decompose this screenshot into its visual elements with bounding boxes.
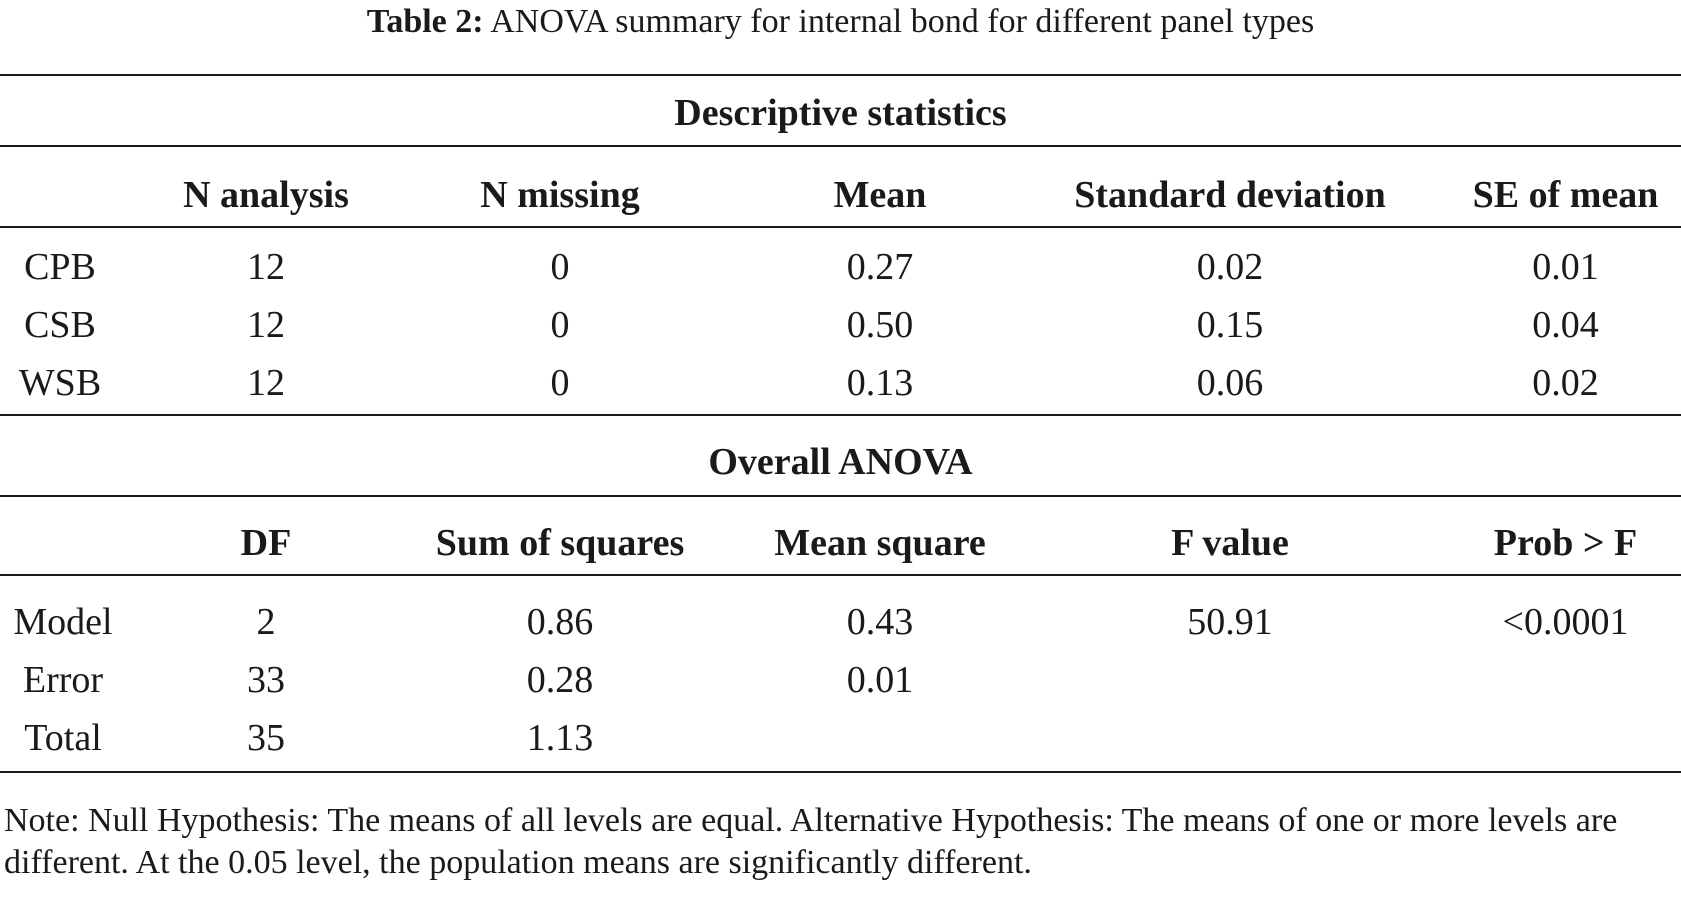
table-cell: 50.91 xyxy=(1187,601,1273,643)
row-label: Total xyxy=(24,717,102,759)
descriptive-header-rule xyxy=(0,226,1681,228)
anova-title-rule xyxy=(0,495,1681,497)
table-caption xyxy=(0,0,1681,44)
table-cell: 0.27 xyxy=(846,246,914,288)
table-cell: 2 xyxy=(256,601,276,643)
table-cell: 1.13 xyxy=(526,717,594,759)
anova-header-cell: DF xyxy=(240,522,292,564)
anova-header-rule xyxy=(0,574,1681,576)
table-cell: 12 xyxy=(247,362,285,404)
row-label: CSB xyxy=(24,304,96,346)
anova-header-cell xyxy=(0,518,126,568)
table-cell: 0.28 xyxy=(526,659,594,701)
table-cell: 0.43 xyxy=(846,601,914,643)
table-cell: 0.04 xyxy=(1532,304,1599,346)
table-cell: 0.02 xyxy=(1532,362,1599,404)
table-note: Note: Null Hypothesis: The means of all levels are equal. Alternative Hypothesis: The means of one or more levels are different. At the 0.05 level, the population means are significantly different. xyxy=(4,802,1618,881)
descriptive-header-cell: Mean xyxy=(833,174,927,216)
caption-text: ANOVA summary for internal bond for different panel types xyxy=(490,3,1315,40)
table-row xyxy=(0,358,1681,408)
table-cell: 12 xyxy=(247,304,285,346)
table-row xyxy=(0,713,1681,763)
table-cell xyxy=(740,713,1020,763)
descriptive-header-cell: N missing xyxy=(480,174,640,216)
table-cell: 0 xyxy=(550,304,570,346)
anova-section-title: Overall ANOVA xyxy=(708,441,973,483)
table-cell: 0.15 xyxy=(1196,304,1264,346)
table-cell: 0.86 xyxy=(526,601,594,643)
anova-header-row xyxy=(0,518,1681,568)
anova-header-cell: F value xyxy=(1171,522,1289,564)
descriptive-header-cell: SE of mean xyxy=(1472,174,1659,216)
descriptive-header-row xyxy=(0,170,1681,220)
anova-header-cell: Mean square xyxy=(774,522,986,564)
descriptive-header-cell xyxy=(0,170,120,220)
table-cell: 12 xyxy=(247,246,285,288)
table-cell: 0.13 xyxy=(846,362,914,404)
table-row xyxy=(0,242,1681,292)
caption-label: Table 2: xyxy=(366,3,484,40)
descriptive-section-title: Descriptive statistics xyxy=(674,92,1007,134)
table-row xyxy=(0,655,1681,705)
table-cell: 0.50 xyxy=(846,304,914,346)
table-cell: 35 xyxy=(247,717,285,759)
table-cell xyxy=(1080,713,1380,763)
table-cell: <0.0001 xyxy=(1502,601,1629,643)
table-cell: 0.01 xyxy=(1532,246,1599,288)
row-label: Model xyxy=(13,601,113,643)
descriptive-header-cell: Standard deviation xyxy=(1074,174,1386,216)
table-cell xyxy=(1450,713,1681,763)
table-cell xyxy=(1450,655,1681,705)
row-label: Error xyxy=(22,659,104,701)
table-cell: 0 xyxy=(550,362,570,404)
table-cell: 0 xyxy=(550,246,570,288)
table-row xyxy=(0,300,1681,350)
row-label: WSB xyxy=(18,362,102,404)
anova-header-cell: Sum of squares xyxy=(435,522,685,564)
table-cell: 0.02 xyxy=(1196,246,1264,288)
table-bottom-rule xyxy=(0,771,1681,773)
anova-header-cell: Prob > F xyxy=(1493,522,1638,564)
descriptive-title-rule xyxy=(0,145,1681,147)
row-label: CPB xyxy=(24,246,96,288)
table-row xyxy=(0,597,1681,647)
table-cell: 0.01 xyxy=(846,659,914,701)
top-rule xyxy=(0,74,1681,76)
table-cell xyxy=(1080,655,1380,705)
descriptive-header-cell: N analysis xyxy=(183,174,349,216)
table-cell: 33 xyxy=(247,659,285,701)
table-cell: 0.06 xyxy=(1196,362,1264,404)
descriptive-bottom-rule xyxy=(0,414,1681,416)
